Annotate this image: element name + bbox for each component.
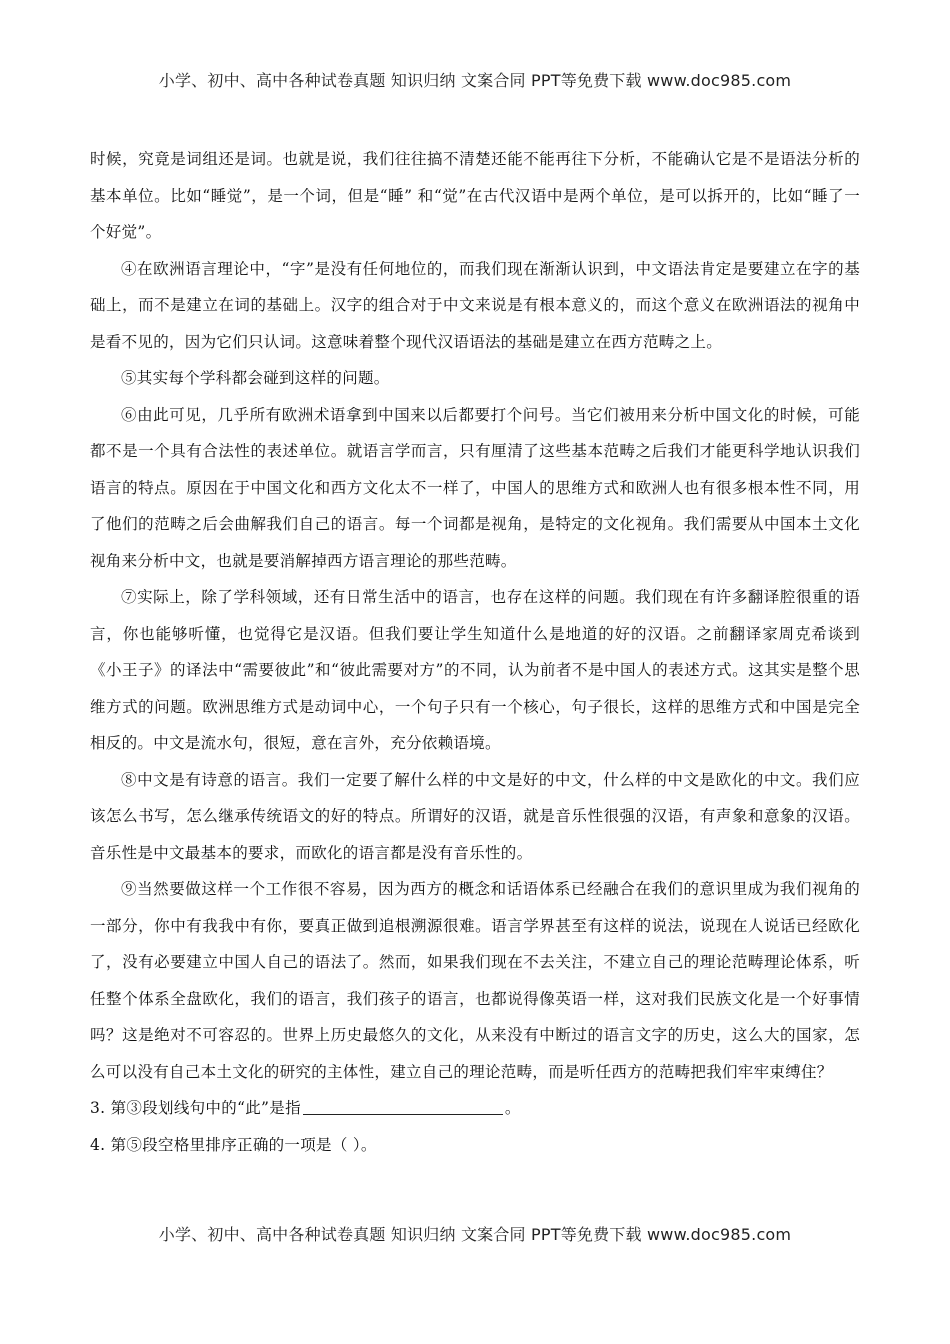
article-body xyxy=(90,141,860,1163)
paragraph-7: ⑦实际上，除了学科领域，还有日常生活中的语言，也存在这样的问题。我们现在有许多翻译腔很重的语言，你也能够听懂，也觉得它是汉语。但我们要让学生知道什么是地道的好的汉语。之前翻译家周克希谈到《小王子》的译法中“需要彼此”和“彼此需要对方”的不同，认为前者不是中国人的表述方式。这其实是整个思维方式的问题。欧洲思维方式是动词中心，一个句子只有一个核心，句子很长，这样的思维方式和中国是完全相反的。中文是流水句，很短，意在言外，充分依赖语境。 xyxy=(90,588,860,752)
footer-banner: 小学、初中、高中各种试卷真题 知识归纳 文案合同 PPT等免费下载 www.doc985.com xyxy=(158,1225,792,1244)
paragraph-5: ⑤其实每个学科都会碰到这样的问题。 xyxy=(121,369,390,387)
paragraph-continued: 时候，究竟是词组还是词。也就是说，我们往往搞不清楚还能不能再往下分析，不能确认它是不是语法分析的基本单位。比如“睡觉”，是一个词，但是“睡” 和“觉”在古代汉语中是两个单位，是可以拆开的，比如“睡了一个好觉”。 xyxy=(90,150,860,241)
question-3-text: 3. 第③段划线句中的“此”是指 xyxy=(90,1099,301,1117)
paragraph-6: ⑥由此可见，几乎所有欧洲术语拿到中国来以后都要打个问号。当它们被用来分析中国文化的时候，可能都不是一个具有合法性的表述单位。就语言学而言，只有厘清了这些基本范畴之后我们才能更科学地认识我们语言的特点。原因在于中国文化和西方文化太不一样了，中国人的思维方式和欧洲人也有很多根本性不同，用了他们的范畴之后会曲解我们自己的语言。每一个词都是视角，是特定的文化视角。我们需要从中国本土文化视角来分析中文，也就是要消解掉西方语言理论的那些范畴。 xyxy=(90,405,860,570)
paragraph-4: ④在欧洲语言理论中，“字”是没有任何地位的，而我们现在渐渐认识到，中文语法肯定是要建立在字的基础上，而不是建立在词的基础上。汉字的组合对于中文来说是有根本意义的，而这个意义在欧洲语法的视角中是看不见的，因为它们只认词。这意味着整个现代汉语语法的基础是建立在西方范畴之上。 xyxy=(90,259,860,351)
question-4: 4. 第⑤段空格里排序正确的一项是（ ）。 xyxy=(90,1135,377,1154)
question-3-end: 。 xyxy=(504,1099,521,1117)
answer-blank[interactable] xyxy=(303,1096,503,1115)
question-3 xyxy=(90,1090,860,1127)
header-banner: 小学、初中、高中各种试卷真题 知识归纳 文案合同 PPT等免费下载 www.doc985.com xyxy=(158,71,792,90)
paragraph-9: ⑨当然要做这样一个工作很不容易，因为西方的概念和话语体系已经融合在我们的意识里成为我们视角的一部分，你中有我我中有你，要真正做到追根溯源很难。语言学界甚至有这样的说法，说现在人说话已经欧化了，没有必要建立中国人自己的语法了。然而，如果我们现在不去关注，不建立自己的理论范畴理论体系，听任整个体系全盘欧化，我们的语言，我们孩子的语言，也都说得像英语一样，这对我们民族文化是一个好事情吗？这是绝对不可容忍的。世界上历史最悠久的文化，从来没有中断过的语言文字的历史，这么大的国家，怎么可以没有自己本土文化的研究的主体性，建立自己的理论范畴，而是听任西方的范畴把我们牢牢束缚住？ xyxy=(90,880,860,1081)
paragraph-8: ⑧中文是有诗意的语言。我们一定要了解什么样的中文是好的中文，什么样的中文是欧化的中文。我们应该怎么书写，怎么继承传统语文的好的特点。所谓好的汉语，就是音乐性很强的汉语，有声象和意象的汉语。音乐性是中文最基本的要求，而欧化的语言都是没有音乐性的。 xyxy=(90,770,860,862)
